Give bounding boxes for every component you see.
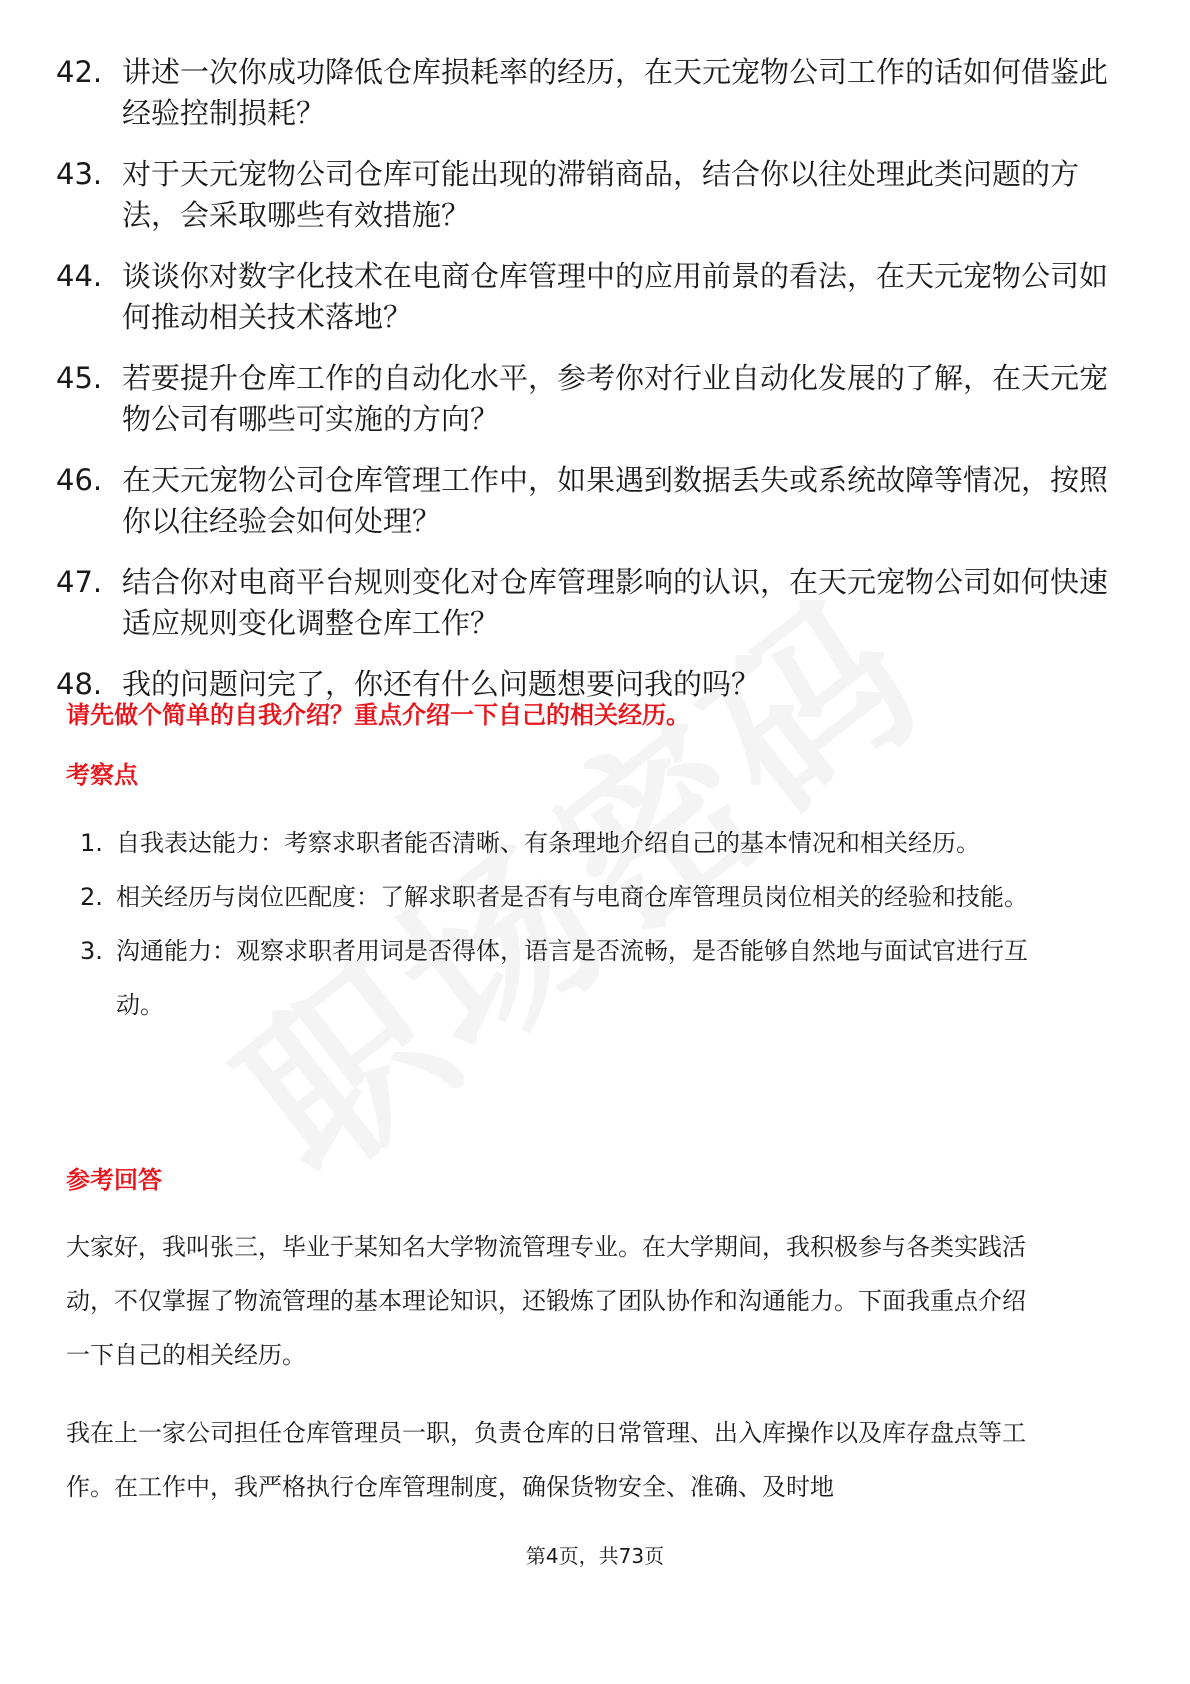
question-number: 42. (56, 55, 103, 89)
question-number: 47. (56, 565, 103, 599)
question-item (56, 460, 1116, 542)
question-number: 48. (56, 667, 103, 701)
highlight-question: 请先做个简单的自我介绍？重点介绍一下自己的相关经历。 (66, 701, 690, 729)
question-item (56, 562, 1116, 644)
question-item (56, 256, 1116, 338)
question-number: 44. (56, 259, 103, 293)
question-list (56, 52, 1116, 725)
reference-label: 参考回答 (66, 1166, 162, 1194)
question-text: 对于天元宠物公司仓库可能出现的滞销商品，结合你以往处理此类问题的方法，会采取哪些有效措施？ (122, 157, 1080, 232)
assessment-point (80, 870, 1040, 924)
question-text: 讲述一次你成功降低仓库损耗率的经历，在天元宠物公司工作的话如何借鉴此经验控制损耗？ (122, 55, 1109, 130)
question-text: 谈谈你对数字化技术在电商仓库管理中的应用前景的看法，在天元宠物公司如何推动相关技术落地？ (122, 259, 1109, 334)
question-text: 结合你对电商平台规则变化对仓库管理影响的认识，在天元宠物公司如何快速适应规则变化调整仓库工作？ (122, 565, 1109, 640)
assessment-point (80, 924, 1040, 1032)
point-text: 自我表达能力：考察求职者能否清晰、有条理地介绍自己的基本情况和相关经历。 (116, 829, 980, 857)
question-number: 45. (56, 361, 103, 395)
question-text: 在天元宠物公司仓库管理工作中，如果遇到数据丢失或系统故障等情况，按照你以往经验会如何处理？ (122, 463, 1109, 538)
question-number: 46. (56, 463, 103, 497)
question-text: 若要提升仓库工作的自动化水平，参考你对行业自动化发展的了解，在天元宠物公司有哪些可实施的方向？ (122, 361, 1109, 436)
page-footer: 第4页，共73页 (525, 1544, 665, 1568)
point-number: 3. (80, 937, 103, 965)
point-text: 沟通能力：观察求职者用词是否得体，语言是否流畅，是否能够自然地与面试官进行互动。 (116, 937, 1028, 1019)
reference-paragraph: 我在上一家公司担任仓库管理员一职，负责仓库的日常管理、出入库操作以及库存盘点等工作。在工作中，我严格执行仓库管理制度，确保货物安全、准确、及时地 (66, 1419, 1026, 1501)
question-item (56, 154, 1116, 236)
assessment-points (80, 816, 1040, 1032)
assessment-point (80, 816, 1040, 870)
question-number: 43. (56, 157, 103, 191)
point-number: 2. (80, 883, 103, 911)
question-item (56, 52, 1116, 134)
reference-paragraph: 大家好，我叫张三，毕业于某知名大学物流管理专业。在大学期间，我积极参与各类实践活动，不仅掌握了物流管理的基本理论知识，还锻炼了团队协作和沟通能力。下面我重点介绍一下自己的相关经历。 (66, 1233, 1026, 1369)
assessment-label: 考察点 (66, 761, 138, 789)
point-number: 1. (80, 829, 103, 857)
point-text: 相关经历与岗位匹配度：了解求职者是否有与电商仓库管理员岗位相关的经验和技能。 (116, 883, 1028, 911)
question-text: 我的问题问完了，你还有什么问题想要问我的吗？ (122, 667, 761, 701)
question-item (56, 358, 1116, 440)
